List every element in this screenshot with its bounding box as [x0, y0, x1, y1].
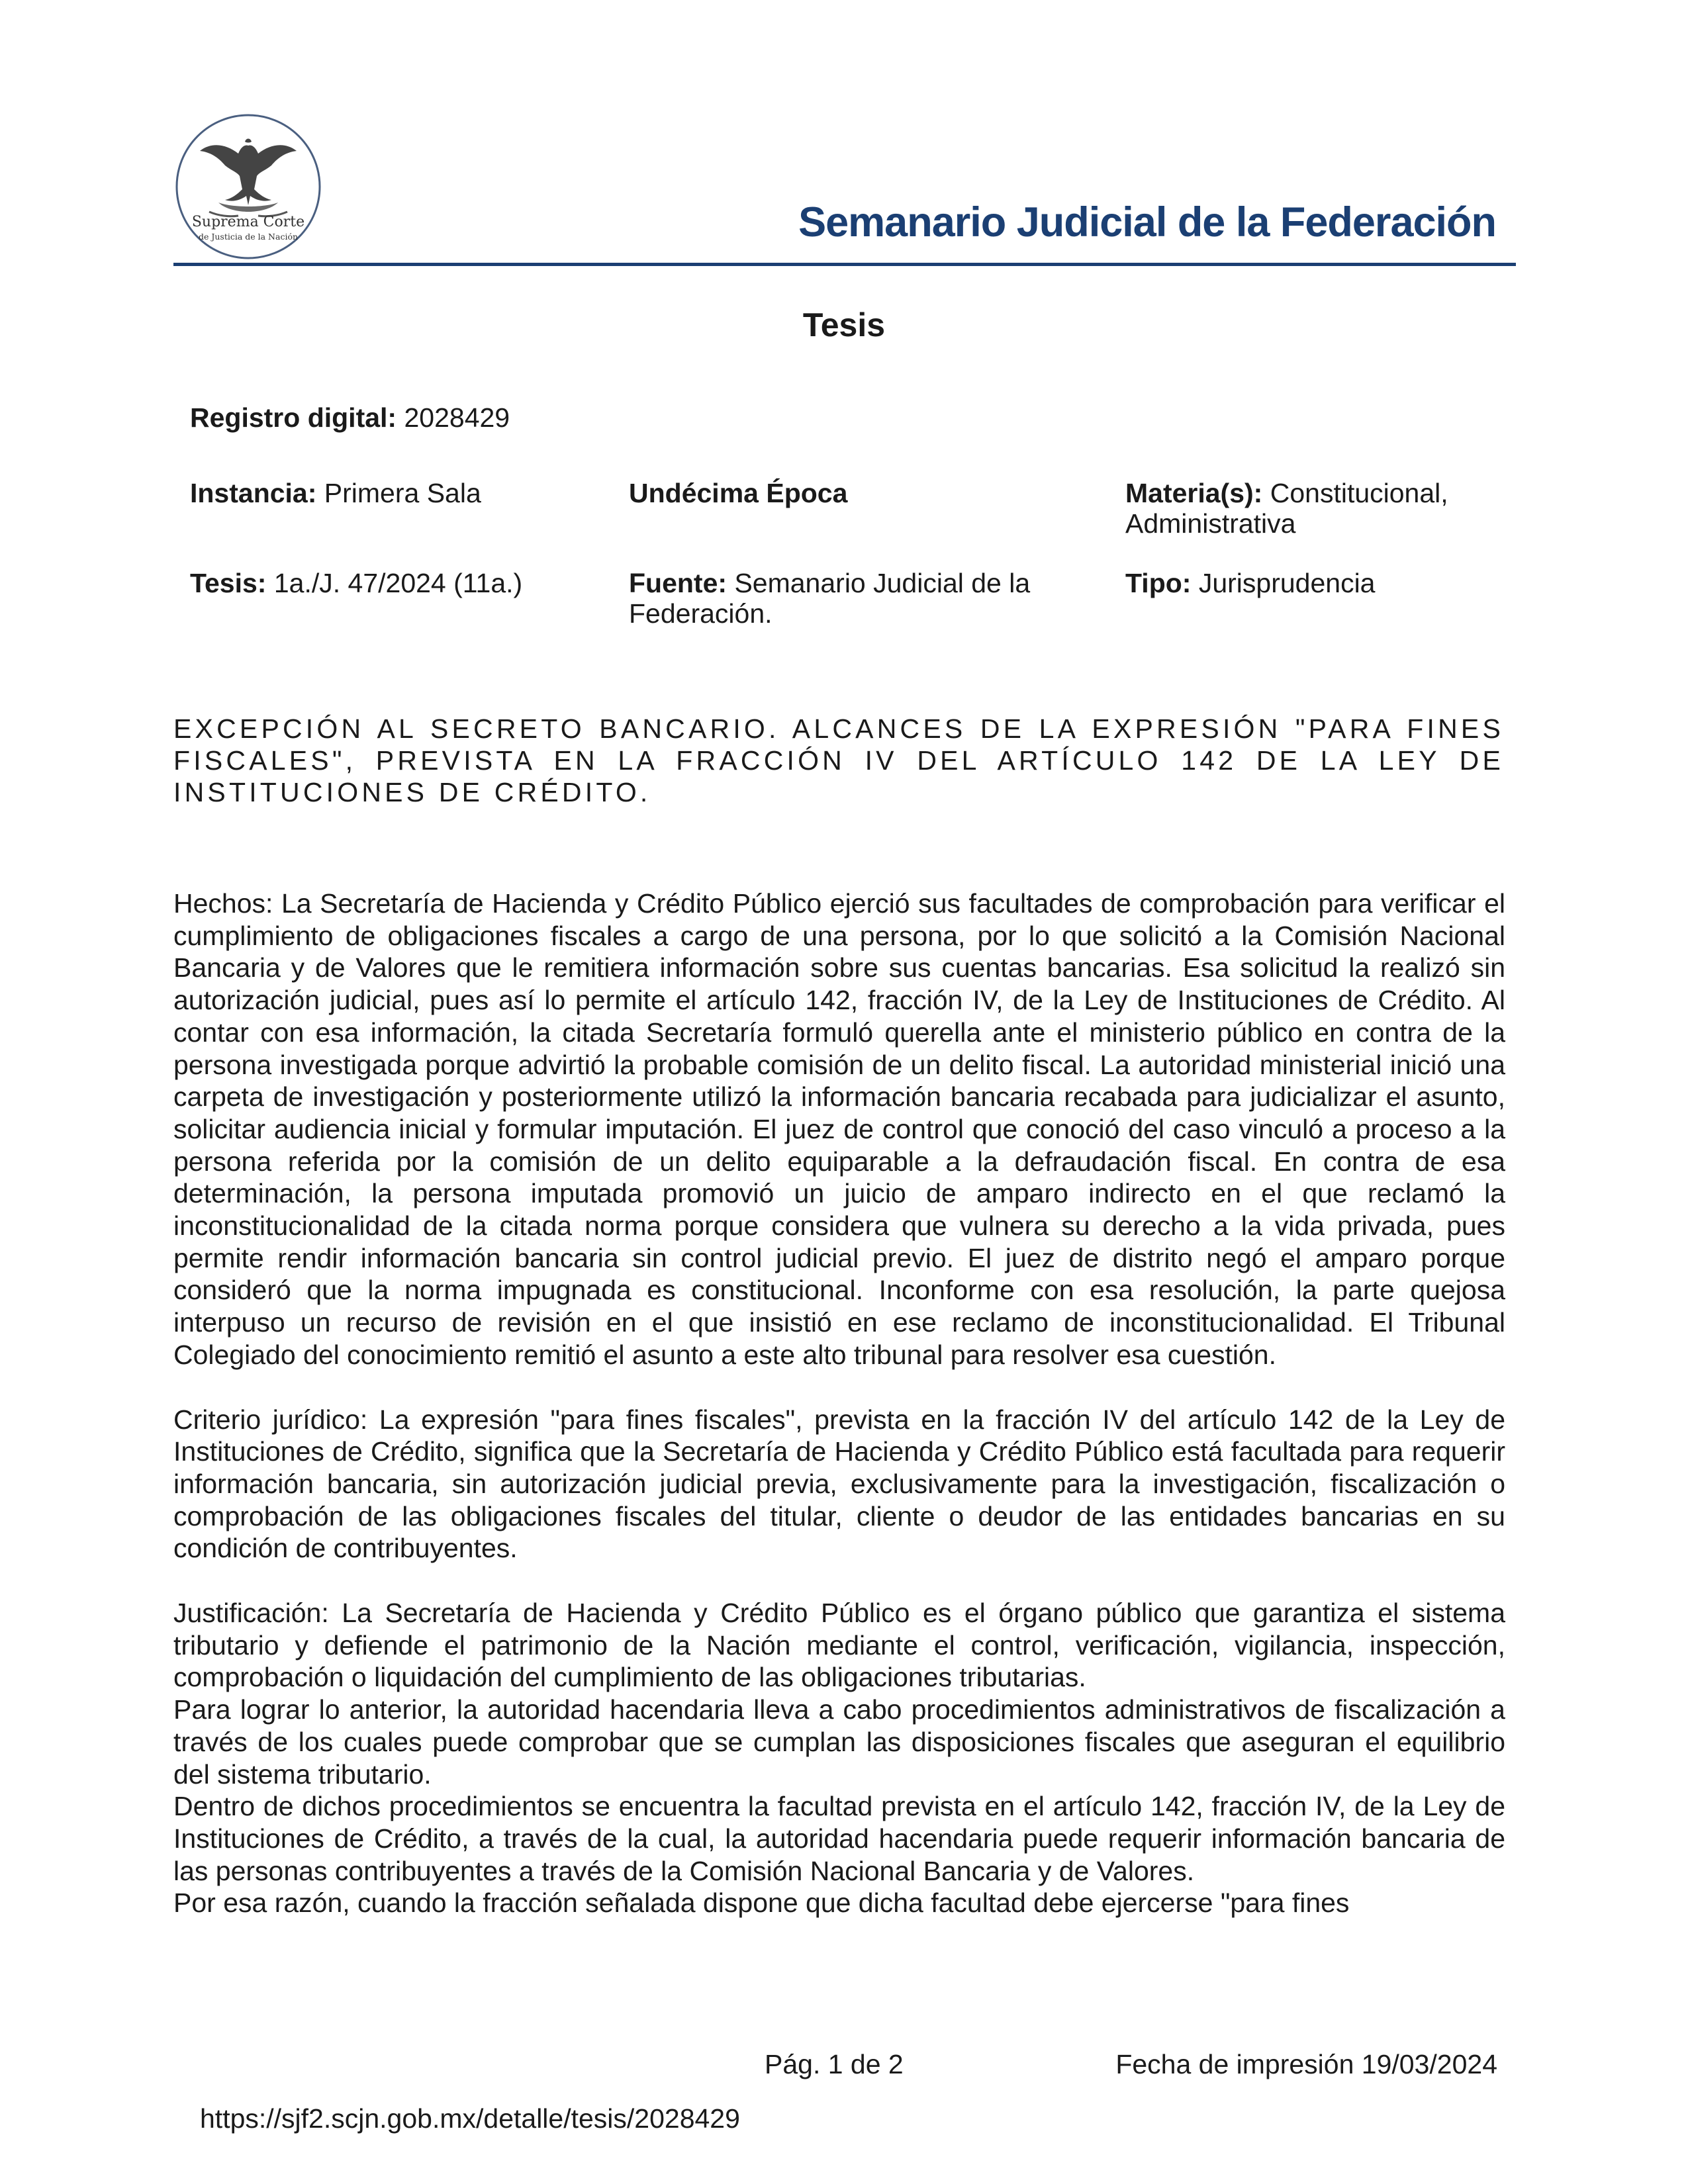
fuente-value-2: Federación. [629, 598, 773, 629]
materia-label: Materia(s): [1125, 478, 1263, 508]
instancia-value: Primera Sala [324, 478, 481, 508]
justificacion-paragraph-1: Justificación: La Secretaría de Hacienda y Crédito Público es el órgano público que garantiza el sistema tributario y defiende el patrimonio de la Nación mediante el control, verificación, vigilancia, inspección, comprobación o liquidación del cumplimiento de las obligaciones tributarias. [173, 1598, 1505, 1693]
scjn-logo [172, 113, 324, 261]
instancia-label: Instancia: [190, 478, 317, 508]
epoca [629, 478, 847, 508]
fuente-label: Fuente: [629, 568, 727, 598]
justificacion-paragraph-4: Por esa razón, cuando la fracción señalada dispone que dicha facultad debe ejercerse "para fines [173, 1888, 1350, 1919]
eagle-seal-icon [172, 113, 324, 261]
instancia [190, 478, 481, 508]
tesis-number [190, 568, 522, 598]
fuente-value-1: Semanario Judicial de la [734, 568, 1031, 598]
justificacion-paragraph-2: Para lograr lo anterior, la autoridad hacendaria lleva a cabo procedimientos administrativos de fiscalización a través de los cuales puede comprobar que se cumplan las disposiciones fiscales que aseguran el equilibrio del sistema tributario. [173, 1694, 1505, 1790]
tesis-label: Tesis: [190, 568, 267, 598]
source-url[interactable]: https://sjf2.scjn.gob.mx/detalle/tesis/2028429 [200, 2103, 740, 2134]
hechos-paragraph: Hechos: La Secretaría de Hacienda y Crédito Público ejerció sus facultades de comprobación para verificar el cumplimiento de obligaciones fiscales a cargo de una persona, por lo que solicitó a la Comisión Nacional Bancaria y de Valores que le remitiera información sobre sus cuentas bancarias. Esa solicitud la realizó sin autorización judicial, pues así lo permite el artículo 142, fracción IV, de la Ley de Instituciones de Crédito. Al contar con esa información, la citada Secretaría formuló querella ante el ministerio público en contra de la persona investigada porque advirtió la probable comisión de un delito fiscal. La autoridad ministerial inició una carpeta de investigación y posteriormente utilizó la información bancaria recabada para judicializar el asunto, solicitar audiencia inicial y formular imputación. El juez de control que conoció del caso vinculó a proceso a la persona referida por la comisión de un delito equiparable a la defraudación fiscal. En contra de esa determinación, la persona imputada promovió un juicio de amparo indirecto en el que reclamó la inconstitucionalidad de la citada norma porque considera que vulnera su derecho a la vida privada, pues permite rendir información bancaria sin control judicial previo. El juez de distrito negó el amparo porque consideró que la norma impugnada es constitucional. Inconforme con esa resolución, la parte quejosa interpuso un recurso de revisión en el que insistió en ese reclamo de inconstitucionalidad. El Tribunal Colegiado del conocimiento remitió el asunto a este alto tribunal para resolver esa cuestión. [173, 888, 1505, 1370]
page-number: Pág. 1 de 2 [765, 2049, 904, 2079]
criterio-paragraph: Criterio jurídico: La expresión "para fines fiscales", prevista en la fracción IV del artículo 142 de la Ley de Instituciones de Crédito, significa que la Secretaría de Hacienda y Crédito Público está facultada para requerir información bancaria, sin autorización judicial previa, exclusivamente para la investigación, fiscalización o comprobación de las obligaciones fiscales del titular, cliente o deudor de las entidades bancarias en su condición de contribuyentes. [173, 1404, 1505, 1564]
tipo-label: Tipo: [1125, 568, 1192, 598]
publication-title: Semanario Judicial de la Federación [798, 199, 1496, 246]
materia-value-2: Administrativa [1125, 508, 1296, 539]
print-date: Fecha de impresión 19/03/2024 [1115, 2049, 1497, 2079]
thesis-body [173, 887, 1505, 1919]
registro-value: 2028429 [404, 402, 510, 433]
registro-digital [190, 402, 510, 433]
document-type-heading: Tesis [802, 306, 886, 343]
tipo-value: Jurisprudencia [1198, 568, 1376, 598]
fuente [629, 568, 1030, 629]
materia [1125, 478, 1448, 539]
tipo [1125, 568, 1375, 598]
epoca-value: Undécima Época [629, 478, 848, 508]
logo-line2: de Justicia de la Nación [198, 232, 299, 242]
thesis-rubro: EXCEPCIÓN AL SECRETO BANCARIO. ALCANCES DE LA EXPRESIÓN "PARA FINES FISCALES", PREVISTA EN LA FRACCIÓN IV DEL ARTÍCULO 142 DE LA LEY DE INSTITUCIONES DE CRÉDITO. [173, 713, 1504, 807]
materia-value-1: Constitucional, [1270, 478, 1448, 508]
registro-label: Registro digital: [190, 402, 397, 433]
header-divider [173, 263, 1516, 266]
tesis-value: 1a./J. 47/2024 (11a.) [273, 568, 523, 598]
logo-line1: Suprema Corte [191, 214, 305, 230]
justificacion-paragraph-3: Dentro de dichos procedimientos se encuentra la facultad prevista en el artículo 142, fracción IV, de la Ley de Instituciones de Crédito, a través de la cual, la autoridad hacendaria puede requerir información bancaria de las personas contribuyentes a través de la Comisión Nacional Bancaria y de Valores. [173, 1791, 1505, 1886]
